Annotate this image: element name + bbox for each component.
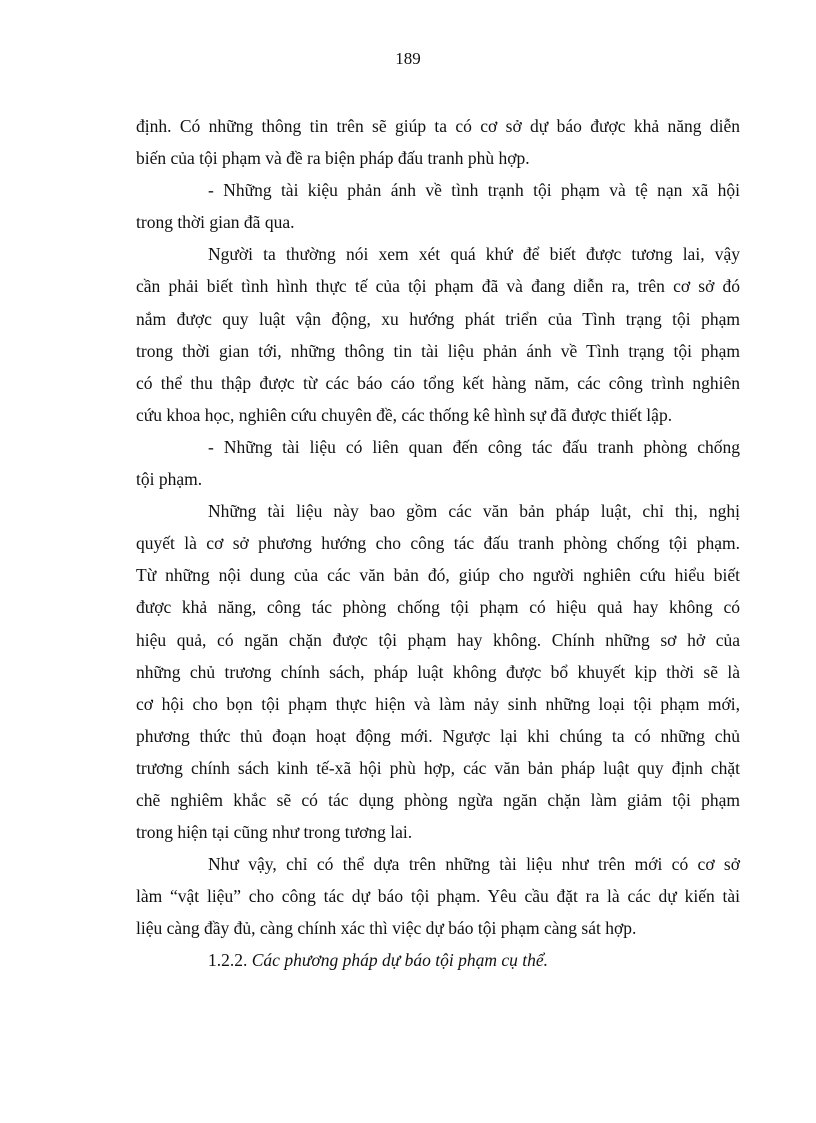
text-line: - Những tài kiệu phản ánh về tình trạnh tội phạm và tệ nạn xã hội (208, 180, 740, 201)
text-line: định. Có những thông tin trên sẽ giúp ta có cơ sở dự báo được khả năng diễn (136, 116, 740, 136)
text-line: Như vậy, chỉ có thể dựa trên những tài liệu như trên mới có cơ sở (208, 854, 740, 875)
section-heading-number: 1.2.2. (208, 950, 252, 971)
text-line: liệu càng đầy đủ, càng chính xác thì việc dự báo tội phạm càng sát hợp. (136, 918, 637, 939)
section-heading (136, 944, 740, 976)
text-line: trong hiện tại cũng như trong tương lai. (136, 822, 413, 843)
text-line: những chủ trương chính sách, pháp luật không được bổ khuyết kịp thời sẽ là (136, 661, 740, 682)
text-line: trương chính sách kinh tế-xã hội phù hợp, các văn bản pháp luật quy định chặt (136, 757, 740, 778)
text-line: chẽ nghiêm khắc sẽ có tác dụng phòng ngừa ngăn chặn làm giảm tội phạm (136, 789, 740, 810)
text-line: làm “vật liệu” cho công tác dự báo tội phạm. Yêu cầu đặt ra là các dự kiến tài (136, 886, 740, 907)
text-line: cơ hội cho bọn tội phạm thực hiện và làm nảy sinh những loại tội phạm mới, (136, 693, 740, 714)
text-line: được khả năng, công tác phòng chống tội phạm có hiệu quả hay không có (136, 597, 740, 618)
document-body (136, 110, 740, 977)
paragraph-lines (136, 110, 740, 944)
text-line: hiệu quả, có ngăn chặn được tội phạm hay không. Chính những sơ hở của (136, 629, 740, 650)
text-line: tội phạm. (136, 469, 203, 490)
text-line: - Những tài liệu có liên quan đến công tác đấu tranh phòng chống (208, 436, 740, 457)
text-line: trong thời gian đã qua. (136, 212, 295, 233)
text-line: Người ta thường nói xem xét quá khứ để biết được tương lai, vậy (208, 244, 740, 265)
text-line: có thể thu thập được từ các báo cáo tổng kết hàng năm, các công trình nghiên (136, 372, 740, 393)
text-line: cứu khoa học, nghiên cứu chuyên đề, các thống kê hình sự đã được thiết lập. (136, 404, 673, 425)
text-line: phương thức thủ đoạn hoạt động mới. Ngược lại khi chúng ta có những chủ (136, 725, 740, 746)
text-line: cần phải biết tình hình thực tế của tội phạm đã và đang diễn ra, trên cơ sở đó (136, 276, 740, 297)
section-heading-title: Các phương pháp dự báo tội phạm cụ thể. (251, 950, 549, 971)
text-line: Những tài liệu này bao gồm các văn bản pháp luật, chỉ thị, nghị (208, 501, 740, 522)
text-line: nắm được quy luật vận động, xu hướng phát triển của Tình trạng tội phạm (136, 308, 740, 329)
text-line: quyết là cơ sở phương hướng cho công tác đấu tranh phòng chống tội phạm. (136, 533, 740, 554)
text-line: trong thời gian tới, những thông tin tài liệu phản ánh về Tình trạng tội phạm (136, 340, 740, 361)
text-line: biến của tội phạm và đề ra biện pháp đấu tranh phù hợp. (136, 148, 530, 169)
page-number: 189 (395, 49, 421, 68)
text-line: Từ những nội dung của các văn bản đó, giúp cho người nghiên cứu hiểu biết (136, 565, 740, 586)
